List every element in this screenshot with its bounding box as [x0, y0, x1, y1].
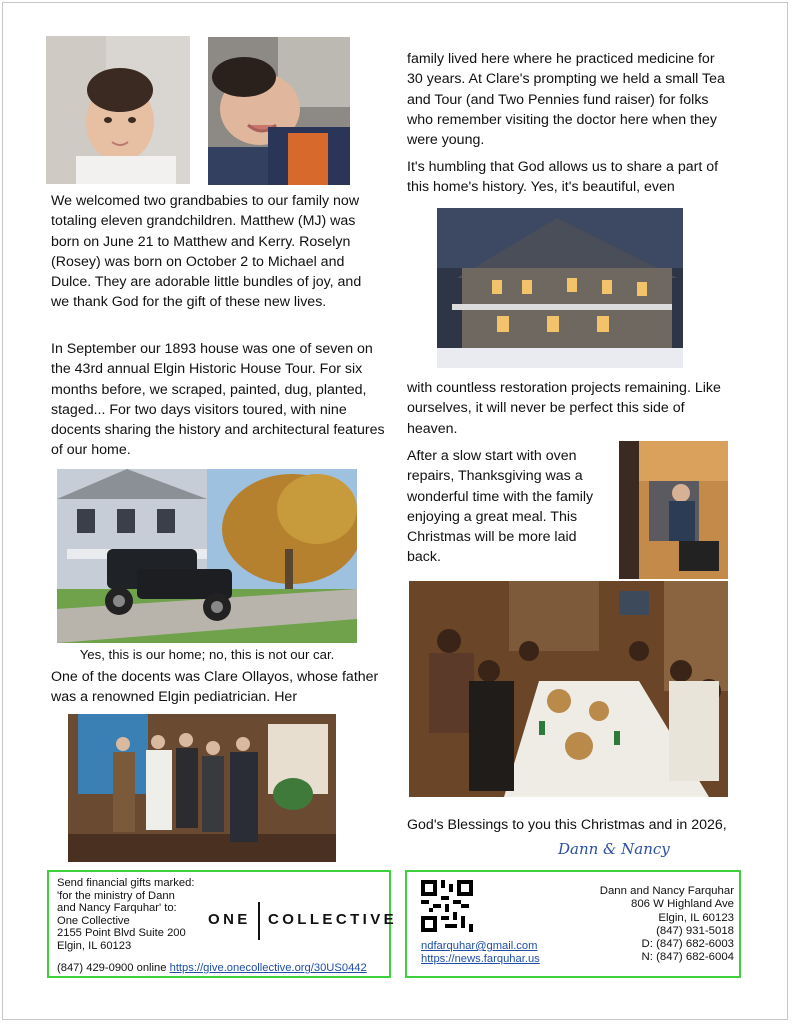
gift-line-2: 'for the ministry of Dann	[57, 889, 175, 902]
gift-phone: (847) 429-0900 online	[57, 962, 167, 974]
gift-line-3: and Nancy Farquhar' to:	[57, 902, 177, 915]
baby-roselyn-photo	[208, 37, 350, 185]
contact-dann-phone: D: (847) 682-6003	[641, 938, 734, 951]
docents-group-photo	[68, 714, 336, 862]
house-photo-caption: Yes, this is our home; no, this is not our car.	[79, 647, 335, 662]
house-with-antique-car-photo	[57, 469, 357, 643]
thanksgiving-dinner-photo	[409, 581, 728, 797]
baby-matthew-photo	[46, 36, 190, 184]
christmas-blessing: God's Blessings to you this Christmas and in 2026,	[407, 817, 727, 833]
contact-nancy-phone: N: (847) 682-6004	[641, 951, 734, 964]
gift-city: Elgin, IL 60123	[57, 939, 132, 952]
one-collective-logo-one: ONE	[208, 911, 251, 928]
medicine-paragraph: family lived here where he practiced medicine for 30 years. At Clare's prompting we held a small Tea and Tour (and Two Pennies fund raiser) for folks who remember visiting the doctor here when they were young.	[407, 51, 725, 149]
gift-instructions	[57, 877, 227, 953]
gift-street: 2155 Point Blvd Suite 200	[57, 927, 186, 940]
docent-paragraph: One of the docents was Clare Ollayos, whose father was a renowned Elgin pediatrician. Her	[51, 669, 379, 706]
humbling-paragraph: It's humbling that God allows us to share a part of this home's history. Yes, it's beautiful, even	[407, 159, 719, 196]
website-link[interactable]: https://news.farquhar.us	[421, 952, 540, 965]
gift-org-name: One Collective	[57, 914, 130, 927]
grandbabies-paragraph: We welcomed two grandbabies to our family now totaling eleven grandchildren. Matthew (MJ) was born on June 21 to Matthew and Kerry. Roselyn (Rosey) was born on October 2 to Michael and Dulce. They are adorable little bundles of joy, and we thank God for the gift of these new lives.	[51, 193, 362, 311]
house-at-night-photo	[437, 208, 683, 368]
contact-phone: (847) 931-5018	[656, 924, 734, 937]
restoration-paragraph: with countless restoration projects remaining. Like ourselves, it will never be perfect this side of heaven.	[407, 380, 721, 437]
contact-street: 806 W Highland Ave	[630, 898, 734, 911]
email-link[interactable]: ndfarquhar@gmail.com	[421, 940, 538, 952]
one-collective-logo-collective: COLLECTIVE	[268, 911, 398, 928]
house-tour-paragraph: In September our 1893 house was one of seven on the 43rd annual Elgin Historic House Tour. For six months before, we scraped, painted, dug, planted, staged... For two days visitors toured, with nine docents sharing the history and architectural features of our home.	[51, 341, 385, 459]
signature: Dann & Nancy	[558, 840, 670, 858]
contact-city: Elgin, IL 60123	[658, 911, 734, 924]
gift-line-1: Send financial gifts marked:	[57, 877, 195, 889]
logo-divider	[258, 902, 260, 940]
give-link[interactable]: https://give.onecollective.org/30US0442	[169, 962, 367, 974]
mailing-address	[560, 885, 734, 965]
oven-repair-photo	[619, 441, 728, 579]
qr-code[interactable]	[421, 880, 473, 932]
gift-contact-line	[57, 962, 389, 975]
contact-links	[421, 940, 540, 965]
thanksgiving-paragraph: After a slow start with oven repairs, Thanksgiving was a wonderful time with the family enjoying a great meal. This Christmas will be more laid back.	[407, 448, 594, 566]
contact-name: Dann and Nancy Farquhar	[599, 885, 734, 897]
